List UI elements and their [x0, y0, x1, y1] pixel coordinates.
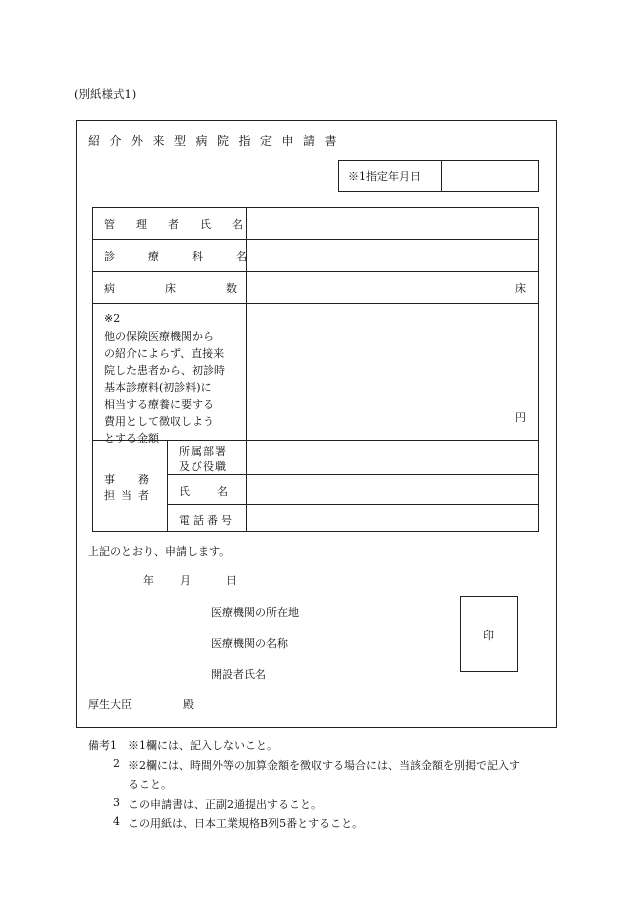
beds-field[interactable] [248, 273, 508, 302]
note-1: ※1欄には、記入しないこと。 [128, 739, 278, 752]
contact-phone-field[interactable] [248, 506, 537, 531]
contact-dept-field[interactable] [248, 442, 537, 473]
departments-label: 診療科名 [104, 250, 280, 263]
note-2-line1: ※2欄には、時間外等の加算金額を徴収する場合には、当該金額を別掲で記入す [128, 759, 520, 772]
contact-name-label: 氏名 [179, 485, 255, 498]
founder-name-label: 開設者氏名 [211, 668, 266, 681]
form-title: 紹介外来型病院指定申請書 [88, 134, 347, 148]
contact-group-label-line1: 事務 [104, 473, 172, 486]
contact-name-field[interactable] [248, 476, 537, 503]
fee-mark: ※2 [104, 312, 121, 325]
form-label: (別紙様式1) [74, 87, 137, 101]
manager-name-label: 管理者氏名 [104, 218, 264, 231]
fee-description: 他の保険医療機関から の紹介によらず、直接来 院した患者から、初診時 基本診療料(初診料)に 相当する療養に要する 費用として徴収しよう とする金額 [104, 330, 225, 445]
fee-field[interactable] [248, 305, 508, 439]
addressee: 厚生大臣 [88, 698, 132, 711]
fee-unit: 円 [515, 411, 526, 424]
note-4: この用紙は、日本工業規格B列5番とすること。 [128, 817, 364, 830]
departments-field[interactable] [248, 241, 537, 270]
note-3-number: 3 [113, 796, 120, 809]
note-2-line2: ること。 [128, 778, 172, 791]
beds-unit: 床 [515, 282, 526, 295]
institution-name-label: 医療機関の名称 [211, 637, 288, 650]
notes-heading: 備考1 [88, 739, 117, 752]
date-day: 日 [226, 574, 237, 587]
designation-date-field[interactable] [443, 161, 537, 191]
manager-name-field[interactable] [248, 209, 537, 238]
date-month: 月 [180, 574, 191, 587]
honorific: 殿 [183, 698, 194, 711]
contact-dept-label-line1: 所属部署 [179, 445, 227, 458]
date-year: 年 [143, 574, 154, 587]
institution-address-label: 医療機関の所在地 [211, 606, 299, 619]
contact-group-label-line2: 担当者 [104, 489, 155, 502]
contact-dept-label-line2: 及び役職 [179, 460, 227, 473]
note-3: この申請書は、正副2通提出すること。 [128, 798, 322, 811]
application-statement: 上記のとおり、申請します。 [88, 545, 231, 558]
note-2-number: 2 [113, 757, 120, 770]
designation-date-label: ※1指定年月日 [348, 170, 421, 183]
contact-phone-label: 電話番号 [179, 514, 235, 527]
note-4-number: 4 [113, 815, 120, 828]
beds-label: 病床数 [104, 282, 287, 295]
seal-label: 印 [483, 629, 494, 642]
